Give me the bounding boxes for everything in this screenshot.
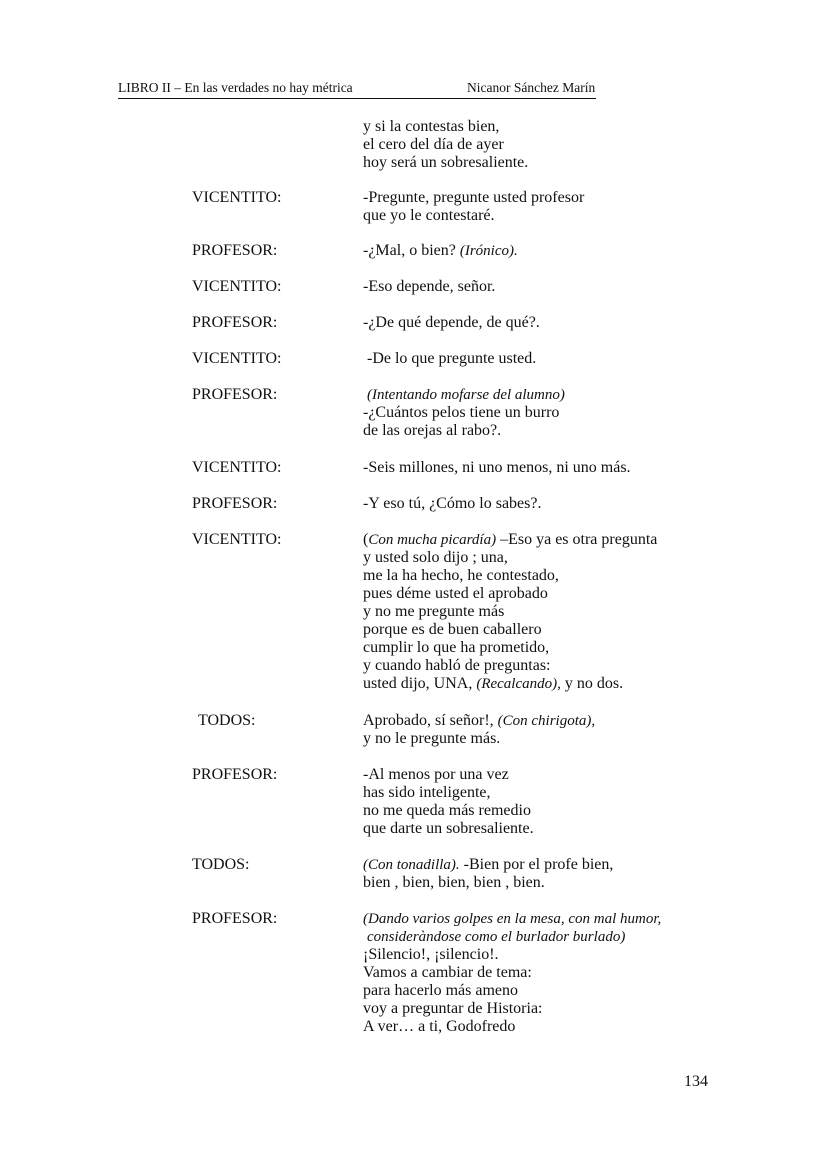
verse-line: bien , bien, bien, bien , bien. [363, 874, 545, 891]
dialogue-lines [363, 314, 540, 332]
speaker-label: PROFESOR: [192, 910, 278, 927]
verse-line: has sido inteligente, [363, 784, 491, 801]
line-text: y no dos. [560, 675, 624, 692]
verse-line: -¿De qué depende, de qué?. [363, 314, 540, 331]
speaker-label: PROFESOR: [192, 242, 278, 259]
verse-line: -Al menos por una vez [363, 766, 509, 783]
line-text: ( [363, 531, 369, 548]
verse-line: A ver… a ti, Godofredo [363, 1018, 516, 1035]
verse-line: para hacerlo más ameno [363, 982, 519, 999]
verse-line: -De lo que pregunte usted. [367, 350, 537, 367]
verse-line: que darte un sobresaliente. [363, 820, 534, 837]
stage-direction: (Intentando mofarse del alumno) [367, 387, 565, 403]
stage-direction: (Recalcando), [476, 676, 561, 692]
stage-direction: consideràndose como el burlador burlado) [367, 929, 626, 945]
verse-line: y usted solo dijo ; una, [363, 549, 508, 566]
stage-direction: (Dando varios golpes en la mesa, con mal humor, [363, 911, 662, 927]
speaker-label: TODOS: [192, 856, 250, 873]
verse-line [363, 531, 657, 549]
dialogue-lines [363, 531, 657, 693]
speaker-label: PROFESOR: [192, 386, 278, 403]
verse-line: Vamos a cambiar de tema: [363, 964, 532, 981]
speaker-label: VICENTITO: [192, 531, 282, 548]
verse-line: hoy será un sobresaliente. [363, 154, 529, 171]
speaker-label: TODOS: [198, 712, 256, 729]
dialogue-lines [363, 856, 613, 892]
verse-line: -Pregunte, pregunte usted profesor [363, 189, 585, 206]
speaker-label: PROFESOR: [192, 495, 278, 512]
speaker-label: VICENTITO: [192, 189, 282, 206]
verse-line: de las orejas al rabo?. [363, 422, 502, 439]
stage-direction: Con mucha picardía) [368, 532, 497, 548]
verse-line: no me queda más remedio [363, 802, 531, 819]
intro-verse [363, 118, 528, 172]
verse-line: ¡Silencio!, ¡silencio!. [363, 946, 499, 963]
line-text: usted dijo, UNA, [363, 675, 477, 692]
speaker-label: PROFESOR: [192, 766, 278, 783]
verse-line: y no me pregunte más [363, 603, 505, 620]
line-text: -Bien por el profe bien, [459, 856, 614, 873]
speaker-label: VICENTITO: [192, 278, 282, 295]
header-author: Nicanor Sánchez Marín [467, 80, 596, 95]
stage-direction: (Irónico). [459, 243, 518, 259]
dialogue-lines [363, 910, 661, 1036]
speaker-label: PROFESOR: [192, 314, 278, 331]
verse-line: -¿Cuántos pelos tiene un burro [363, 404, 560, 421]
verse-line [363, 856, 613, 874]
verse-line: y cuando habló de preguntas: [363, 657, 551, 674]
verse-line: y no le pregunte más. [363, 730, 501, 747]
line-text: –Eso ya es otra pregunta [496, 531, 658, 548]
verse-line: -Eso depende, señor. [363, 278, 496, 295]
verse-line: cumplir lo que ha prometido, [363, 639, 550, 656]
stage-direction: (Con chirigota), [497, 713, 596, 729]
dialogue-lines [363, 459, 631, 477]
header-book-title: LIBRO II – En las verdades no hay métrica [118, 80, 353, 95]
line-text: -¿Mal, o bien? [363, 242, 460, 259]
verse-line: -Y eso tú, ¿Cómo lo sabes?. [363, 495, 542, 512]
speaker-label: VICENTITO: [192, 350, 282, 367]
speaker-label: VICENTITO: [192, 459, 282, 476]
verse-line: voy a preguntar de Historia: [363, 1000, 543, 1017]
running-header [118, 80, 596, 99]
verse-line: pues déme usted el aprobado [363, 585, 548, 602]
verse-line: el cero del día de ayer [363, 136, 504, 153]
dialogue-lines [363, 189, 584, 225]
verse-line [363, 675, 657, 693]
dialogue-lines [363, 278, 495, 296]
page-number: 134 [684, 1073, 708, 1090]
verse-line: me la ha hecho, he contestado, [363, 567, 559, 584]
dialogue-lines [363, 495, 541, 513]
verse-line [363, 242, 518, 260]
dialogue-lines [363, 766, 534, 838]
verse-line [363, 712, 595, 730]
dialogue-lines [363, 386, 565, 440]
line-text: Aprobado, sí señor!, [363, 712, 498, 729]
verse-line: y si la contestas bien, [363, 118, 500, 135]
verse-line: porque es de buen caballero [363, 621, 542, 638]
dialogue-lines [363, 242, 518, 260]
verse-line: -Seis millones, ni uno menos, ni uno más. [363, 459, 631, 476]
stage-direction: (Con tonadilla). [363, 857, 460, 873]
verse-line: que yo le contestaré. [363, 207, 495, 224]
dialogue-lines [363, 712, 595, 748]
dialogue-lines [363, 350, 536, 368]
